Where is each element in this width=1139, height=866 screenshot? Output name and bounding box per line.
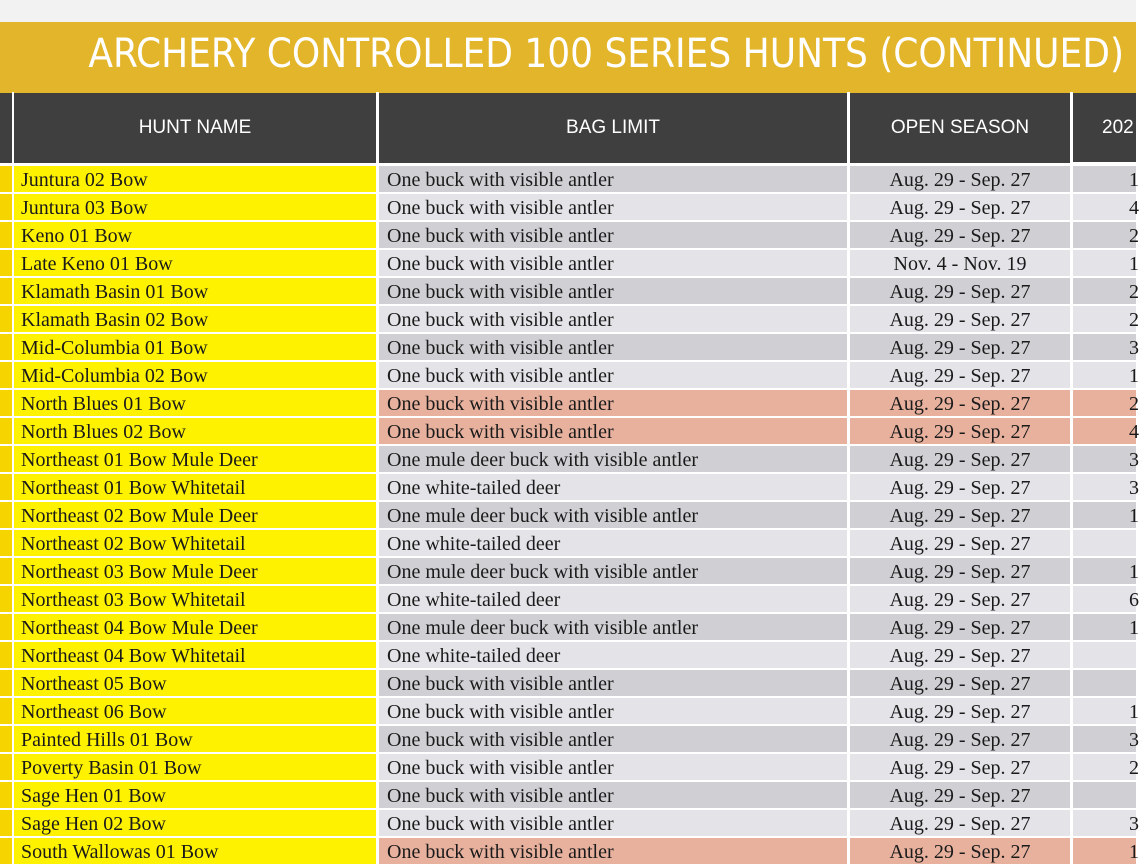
tag-count-cell: 1: [1073, 166, 1136, 192]
tag-count-cell: [1073, 530, 1136, 556]
open-season-cell: Aug. 29 - Sep. 27: [850, 194, 1070, 220]
open-season-cell: Aug. 29 - Sep. 27: [850, 614, 1070, 640]
tag-count-cell: 1: [1073, 698, 1136, 724]
row-edge: [0, 642, 12, 668]
tag-count-cell: 4: [1073, 418, 1136, 444]
open-season-cell: Aug. 29 - Sep. 27: [850, 334, 1070, 360]
row-edge: [0, 754, 12, 780]
open-season-cell: Aug. 29 - Sep. 27: [850, 278, 1070, 304]
title-banner: [0, 22, 1136, 86]
tag-count-cell: 2: [1073, 754, 1136, 780]
bag-limit-cell: One buck with visible antler: [379, 222, 847, 248]
table-row: [0, 362, 1139, 388]
table-row: [0, 670, 1136, 696]
tag-count-cell: 3: [1073, 810, 1136, 836]
table-row: [0, 614, 1139, 640]
row-edge: [0, 586, 12, 612]
hunt-name-cell: Klamath Basin 01 Bow: [14, 278, 376, 304]
open-season-cell: Aug. 29 - Sep. 27: [850, 698, 1070, 724]
hunt-name-cell: Northeast 03 Bow Whitetail: [14, 586, 376, 612]
tag-count-cell: 2: [1073, 306, 1136, 332]
bag-limit-cell: One buck with visible antler: [379, 334, 847, 360]
bag-limit-cell: One buck with visible antler: [379, 418, 847, 444]
table-row: [0, 586, 1139, 612]
tag-count-cell: 1: [1073, 838, 1136, 864]
header-left-edge: [0, 92, 12, 163]
open-season-cell: Aug. 29 - Sep. 27: [850, 558, 1070, 584]
tag-count-cell: 1: [1073, 558, 1136, 584]
open-season-cell: Aug. 29 - Sep. 27: [850, 726, 1070, 752]
tag-count-cell: 2: [1073, 390, 1136, 416]
tag-count-cell: 2: [1073, 222, 1136, 248]
open-season-cell: Aug. 29 - Sep. 27: [850, 810, 1070, 836]
tag-count-cell: 1: [1073, 614, 1136, 640]
bag-limit-cell: One buck with visible antler: [379, 698, 847, 724]
hunt-name-cell: Northeast 02 Bow Whitetail: [14, 530, 376, 556]
hunt-name-cell: Northeast 05 Bow: [14, 670, 376, 696]
bag-limit-cell: One buck with visible antler: [379, 670, 847, 696]
open-season-cell: Aug. 29 - Sep. 27: [850, 530, 1070, 556]
bag-limit-cell: One buck with visible antler: [379, 250, 847, 276]
table-row: [0, 838, 1139, 864]
hunt-name-cell: Northeast 02 Bow Mule Deer: [14, 502, 376, 528]
bag-limit-cell: One buck with visible antler: [379, 754, 847, 780]
hunt-name-cell: Mid-Columbia 01 Bow: [14, 334, 376, 360]
header-open-season: OPEN SEASON: [850, 92, 1070, 163]
page-title: ARCHERY CONTROLLED 100 SERIES HUNTS (CONTINUED): [88, 31, 1124, 77]
header-hunt-name: HUNT NAME: [14, 92, 376, 163]
open-season-cell: Aug. 29 - Sep. 27: [850, 474, 1070, 500]
bag-limit-cell: One buck with visible antler: [379, 306, 847, 332]
table-row: [0, 222, 1139, 248]
table-row: [0, 250, 1139, 276]
row-edge: [0, 502, 12, 528]
bag-limit-cell: One buck with visible antler: [379, 810, 847, 836]
bag-limit-cell: One white-tailed deer: [379, 586, 847, 612]
table-row: [0, 502, 1139, 528]
table-row: [0, 390, 1139, 416]
hunt-name-cell: Keno 01 Bow: [14, 222, 376, 248]
row-edge: [0, 166, 12, 192]
row-edge: [0, 222, 12, 248]
tag-count-cell: 3: [1073, 334, 1136, 360]
open-season-cell: Aug. 29 - Sep. 27: [850, 418, 1070, 444]
tag-count-cell: 1: [1073, 362, 1136, 388]
bag-limit-cell: One buck with visible antler: [379, 838, 847, 864]
open-season-cell: Aug. 29 - Sep. 27: [850, 362, 1070, 388]
open-season-cell: Aug. 29 - Sep. 27: [850, 642, 1070, 668]
open-season-cell: Aug. 29 - Sep. 27: [850, 838, 1070, 864]
table-row: [0, 754, 1139, 780]
table-row: [0, 698, 1139, 724]
tag-count-cell: 1: [1073, 250, 1136, 276]
bag-limit-cell: One white-tailed deer: [379, 642, 847, 668]
open-season-cell: Aug. 29 - Sep. 27: [850, 586, 1070, 612]
table-row: [0, 642, 1136, 668]
table-row: [0, 306, 1139, 332]
bag-limit-cell: One buck with visible antler: [379, 782, 847, 808]
hunt-name-cell: North Blues 01 Bow: [14, 390, 376, 416]
open-season-cell: Aug. 29 - Sep. 27: [850, 502, 1070, 528]
hunt-name-cell: Juntura 02 Bow: [14, 166, 376, 192]
open-season-cell: Aug. 29 - Sep. 27: [850, 782, 1070, 808]
bag-limit-cell: One buck with visible antler: [379, 362, 847, 388]
open-season-cell: Aug. 29 - Sep. 27: [850, 754, 1070, 780]
header-year: 202: [1073, 92, 1136, 162]
bag-limit-cell: One buck with visible antler: [379, 278, 847, 304]
row-edge: [0, 418, 12, 444]
bag-limit-cell: One buck with visible antler: [379, 194, 847, 220]
tag-count-cell: 1: [1073, 502, 1136, 528]
top-margin-strip: [0, 0, 1136, 22]
row-edge: [0, 698, 12, 724]
hunt-name-cell: Sage Hen 01 Bow: [14, 782, 376, 808]
bag-limit-cell: One mule deer buck with visible antler: [379, 446, 847, 472]
row-edge: [0, 250, 12, 276]
hunt-name-cell: Painted Hills 01 Bow: [14, 726, 376, 752]
bag-limit-cell: One buck with visible antler: [379, 726, 847, 752]
bag-limit-cell: One mule deer buck with visible antler: [379, 558, 847, 584]
table-row: [0, 474, 1139, 500]
row-edge: [0, 782, 12, 808]
hunt-name-cell: South Wallowas 01 Bow: [14, 838, 376, 864]
hunt-name-cell: Sage Hen 02 Bow: [14, 810, 376, 836]
row-edge: [0, 474, 12, 500]
hunt-name-cell: Northeast 01 Bow Whitetail: [14, 474, 376, 500]
table-row: [0, 558, 1139, 584]
table-row: [0, 278, 1139, 304]
tag-count-cell: 3: [1073, 726, 1136, 752]
table-row: [0, 530, 1136, 556]
bag-limit-cell: One white-tailed deer: [379, 474, 847, 500]
row-edge: [0, 446, 12, 472]
table-row: [0, 726, 1139, 752]
row-edge: [0, 390, 12, 416]
bag-limit-cell: One mule deer buck with visible antler: [379, 614, 847, 640]
hunt-name-cell: Northeast 04 Bow Whitetail: [14, 642, 376, 668]
row-edge: [0, 558, 12, 584]
tag-count-cell: 3: [1073, 446, 1136, 472]
hunt-name-cell: Juntura 03 Bow: [14, 194, 376, 220]
row-edge: [0, 278, 12, 304]
tag-count-cell: [1073, 642, 1136, 668]
hunt-name-cell: Northeast 06 Bow: [14, 698, 376, 724]
table-row: [0, 810, 1139, 836]
table-row: [0, 334, 1139, 360]
row-edge: [0, 614, 12, 640]
bag-limit-cell: One white-tailed deer: [379, 530, 847, 556]
row-edge: [0, 726, 12, 752]
tag-count-cell: [1073, 670, 1136, 696]
hunt-name-cell: Klamath Basin 02 Bow: [14, 306, 376, 332]
table-row: [0, 418, 1139, 444]
tag-count-cell: [1073, 782, 1136, 808]
bag-limit-cell: One mule deer buck with visible antler: [379, 502, 847, 528]
row-edge: [0, 530, 12, 556]
tag-count-cell: 2: [1073, 278, 1136, 304]
row-edge: [0, 670, 12, 696]
header-bag-limit: BAG LIMIT: [379, 92, 847, 163]
bag-limit-cell: One buck with visible antler: [379, 166, 847, 192]
tag-count-cell: 4: [1073, 194, 1136, 220]
table-row: [0, 166, 1139, 192]
row-edge: [0, 362, 12, 388]
table-row: [0, 194, 1139, 220]
tag-count-cell: 3: [1073, 474, 1136, 500]
open-season-cell: Aug. 29 - Sep. 27: [850, 306, 1070, 332]
table-header: [0, 92, 1136, 164]
row-edge: [0, 334, 12, 360]
table-row: [0, 446, 1139, 472]
open-season-cell: Aug. 29 - Sep. 27: [850, 222, 1070, 248]
open-season-cell: Aug. 29 - Sep. 27: [850, 166, 1070, 192]
bag-limit-cell: One buck with visible antler: [379, 390, 847, 416]
open-season-cell: Nov. 4 - Nov. 19: [850, 250, 1070, 276]
tag-count-cell: 6: [1073, 586, 1136, 612]
open-season-cell: Aug. 29 - Sep. 27: [850, 390, 1070, 416]
hunt-name-cell: North Blues 02 Bow: [14, 418, 376, 444]
row-edge: [0, 306, 12, 332]
row-edge: [0, 194, 12, 220]
row-edge: [0, 810, 12, 836]
open-season-cell: Aug. 29 - Sep. 27: [850, 670, 1070, 696]
hunt-name-cell: Northeast 01 Bow Mule Deer: [14, 446, 376, 472]
hunt-name-cell: Poverty Basin 01 Bow: [14, 754, 376, 780]
hunt-name-cell: Northeast 03 Bow Mule Deer: [14, 558, 376, 584]
row-edge: [0, 838, 12, 864]
hunt-name-cell: Northeast 04 Bow Mule Deer: [14, 614, 376, 640]
hunt-name-cell: Late Keno 01 Bow: [14, 250, 376, 276]
open-season-cell: Aug. 29 - Sep. 27: [850, 446, 1070, 472]
table-row: [0, 782, 1136, 808]
hunt-name-cell: Mid-Columbia 02 Bow: [14, 362, 376, 388]
